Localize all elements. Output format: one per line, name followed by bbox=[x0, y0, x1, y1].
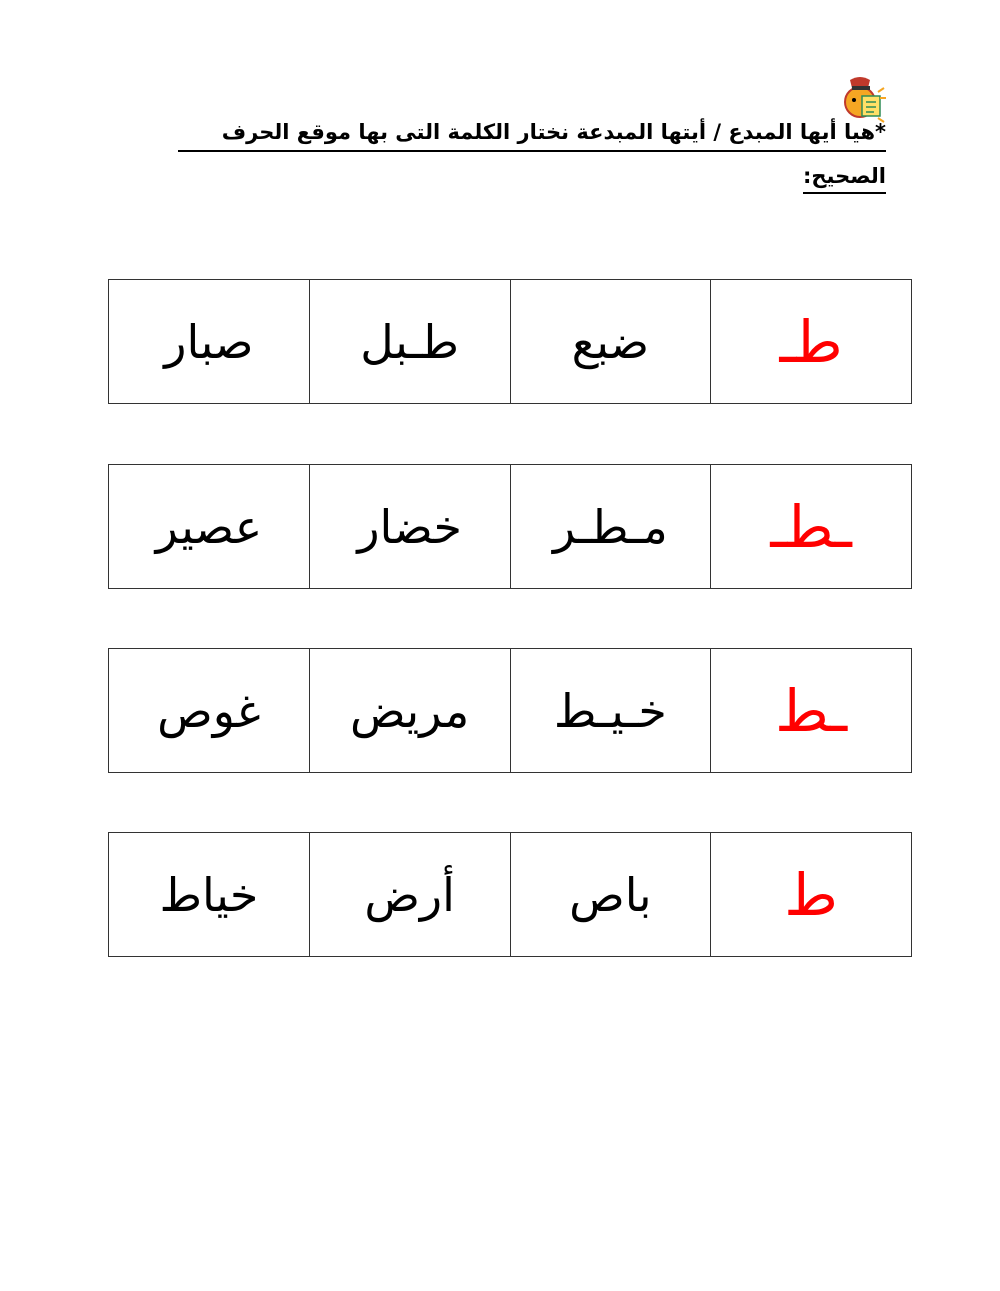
target-letter: ط bbox=[784, 860, 838, 929]
word-option[interactable] bbox=[510, 465, 711, 589]
letter-row-2 bbox=[108, 464, 912, 589]
letter-cell bbox=[711, 833, 912, 957]
instruction-text bbox=[178, 114, 886, 198]
letter-row-3 bbox=[108, 648, 912, 773]
word-label: ضبع bbox=[571, 314, 650, 369]
word-label: باص bbox=[569, 867, 652, 922]
word-label: طـبل bbox=[360, 314, 460, 369]
word-option[interactable] bbox=[309, 649, 510, 773]
word-label: صبار bbox=[164, 314, 254, 369]
word-option[interactable] bbox=[309, 833, 510, 957]
word-label: مـطـر bbox=[553, 499, 668, 554]
letter-cell bbox=[711, 280, 912, 404]
target-letter: ـط bbox=[775, 676, 848, 745]
word-option[interactable] bbox=[309, 465, 510, 589]
word-option[interactable] bbox=[109, 649, 310, 773]
letter-row-4 bbox=[108, 832, 912, 957]
word-label: خضار bbox=[357, 499, 462, 554]
letter-row-1 bbox=[108, 279, 912, 404]
instruction-line-2: الصحيح: bbox=[803, 160, 886, 194]
word-label: خياط bbox=[159, 867, 259, 922]
letter-cell bbox=[711, 649, 912, 773]
word-option[interactable] bbox=[109, 833, 310, 957]
word-option[interactable] bbox=[510, 649, 711, 773]
instruction-line-1: *هيا أيها المبدع / أيتها المبدعة نختار الكلمة التى بها موقع الحرف bbox=[178, 114, 886, 152]
target-letter: ـطـ bbox=[770, 492, 852, 561]
word-option[interactable] bbox=[109, 465, 310, 589]
word-label: خـيـط bbox=[553, 683, 667, 738]
target-letter: طـ bbox=[779, 307, 843, 376]
word-label: أرض bbox=[364, 867, 455, 922]
word-option[interactable] bbox=[510, 833, 711, 957]
word-option[interactable] bbox=[309, 280, 510, 404]
word-label: غوص bbox=[157, 683, 261, 738]
word-label: مريض bbox=[350, 683, 470, 738]
word-option[interactable] bbox=[109, 280, 310, 404]
word-option[interactable] bbox=[510, 280, 711, 404]
letter-cell bbox=[711, 465, 912, 589]
word-label: عصير bbox=[155, 499, 263, 554]
